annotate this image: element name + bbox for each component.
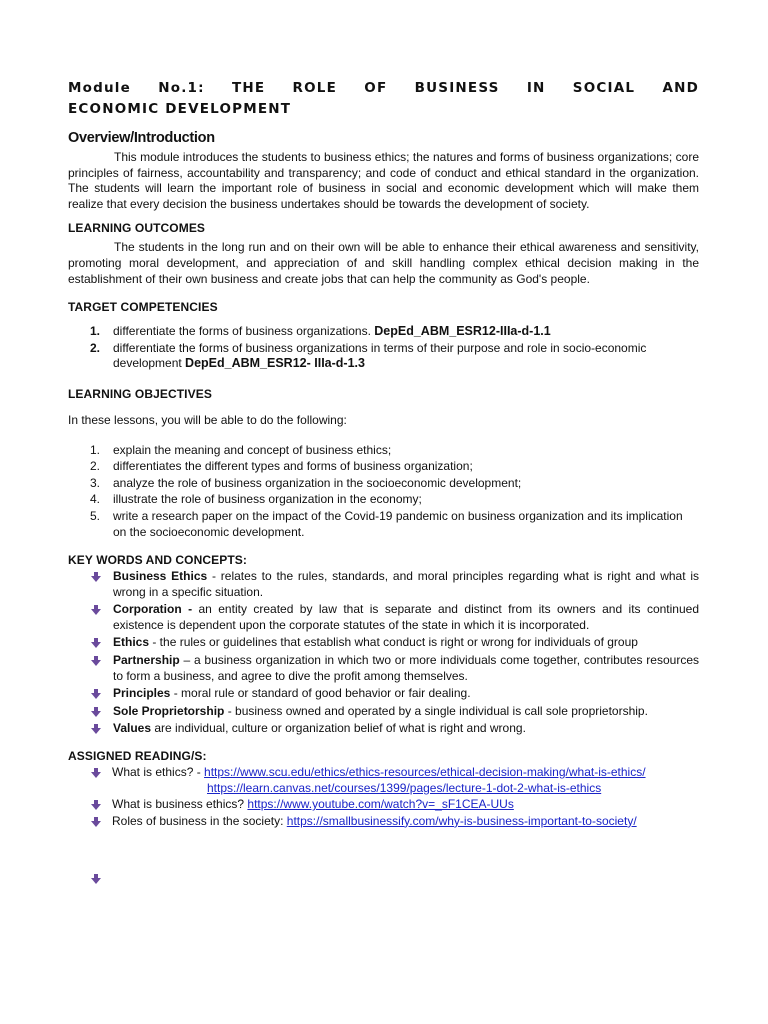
competency-item	[68, 341, 699, 372]
assigned-reading-list	[68, 765, 699, 829]
objectives-list	[68, 443, 699, 541]
reading-link-smallbusinessify[interactable]: https://smallbusinessify.com/why-is-business-important-to-society/	[286, 813, 637, 828]
key-word-definition: an entity created by law that is separate and distinct from its owners and its continued existence is dependent upon the corporate statutes of the state in which it is incorporated.	[113, 602, 699, 632]
competency-number: 1.	[90, 324, 101, 339]
key-word-definition: - relates to the rules, standards, and moral principles regarding what is right and what is wrong in a specific situation.	[113, 569, 700, 599]
reading-label: What is ethics? -	[112, 765, 205, 780]
reading-link-canvas[interactable]: https://learn.canvas.net/courses/1399/pages/lecture-1-dot-2-what-is-ethics	[207, 780, 602, 795]
objective-text: illustrate the role of business organization in the economy;	[113, 492, 422, 507]
key-word-term: Partnership	[113, 653, 180, 668]
competency-code: DepEd_ABM_ESR12- IIIa-d-1.3	[185, 356, 365, 371]
reading-link-scu[interactable]: https://www.scu.edu/ethics/ethics-resources/ethical-decision-making/what-is-ethics/	[204, 765, 646, 780]
learning-objectives-heading: LEARNING OBJECTIVES	[68, 386, 212, 401]
key-word-definition: - moral rule or standard of good behavior or fair dealing.	[170, 686, 471, 701]
module-title-line2: ECONOMIC DEVELOPMENT	[68, 101, 292, 117]
objective-text: analyze the role of business organization in the socioeconomic development;	[113, 475, 522, 490]
arrow-down-bullet-icon	[90, 874, 102, 884]
arrow-down-bullet-icon	[90, 605, 102, 615]
overview-heading: Overview/Introduction	[68, 130, 215, 146]
arrow-down-bullet-icon	[90, 572, 102, 582]
key-word-item	[68, 602, 699, 633]
objective-text: explain the meaning and concept of business ethics;	[113, 442, 392, 457]
reading-link-youtube[interactable]: https://www.youtube.com/watch?v=_sF1CEA-UUs	[247, 797, 514, 812]
target-competencies-heading: TARGET COMPETENCIES	[68, 300, 218, 315]
arrow-down-bullet-icon	[90, 800, 102, 810]
arrow-down-bullet-icon	[90, 689, 102, 699]
objective-item	[68, 443, 699, 459]
objective-number: 1.	[90, 442, 101, 457]
objective-text: write a research paper on the impact of the Covid-19 pandemic on business organization and its implication on the socioeconomic development.	[113, 508, 683, 539]
reading-label: Roles of business in the society:	[112, 813, 287, 828]
competency-item	[68, 324, 699, 340]
arrow-down-bullet-icon	[90, 768, 102, 778]
reading-item	[68, 797, 699, 813]
reading-item	[68, 765, 699, 796]
reading-label: What is business ethics?	[112, 797, 248, 812]
learning-outcomes-text: The students in the long run and on their own will be able to enhance their ethical awareness and sensitivity, promoting moral development, and appreciation of and skill handling complex ethical decision making in the establishment of their own business and create jobs that can help the community as God's people.	[68, 240, 699, 286]
objective-number: 5.	[90, 508, 101, 523]
objective-item	[68, 492, 699, 508]
key-word-item	[68, 653, 699, 684]
learning-objectives-intro: In these lessons, you will be able to do the following:	[68, 412, 347, 427]
objective-item	[68, 459, 699, 475]
objective-item	[68, 476, 699, 492]
competency-text: differentiate the forms of business organizations in terms of their purpose and role in socio-economic development	[113, 340, 647, 371]
key-word-term: Ethics	[113, 635, 150, 650]
arrow-down-bullet-icon	[90, 707, 102, 717]
learning-outcomes-heading: LEARNING OUTCOMES	[68, 221, 206, 236]
assigned-reading-heading: ASSIGNED READING/S:	[68, 749, 207, 764]
competency-text: differentiate the forms of business organizations.	[113, 324, 375, 339]
competencies-list	[68, 324, 699, 372]
key-word-term: Business Ethics	[113, 569, 208, 584]
key-word-term: Values	[113, 721, 152, 736]
overview-text: This module introduces the students to business ethics; the natures and forms of business organizations; core principles of fairness, accountability and transparency; and code of conduct and ethical standard in the organization. The students will learn the important role of business in social and economic development which will make them realize that every decision the business undertakes should be towards the development of society.	[68, 150, 699, 211]
key-words-heading: KEY WORDS AND CONCEPTS:	[68, 553, 247, 568]
key-word-item	[68, 635, 699, 651]
reading-item	[68, 814, 699, 830]
objective-number: 4.	[90, 492, 101, 507]
key-word-item	[68, 721, 699, 737]
key-word-definition: are individual, culture or organization belief of what is right and wrong.	[151, 721, 526, 736]
arrow-down-bullet-icon	[90, 656, 102, 666]
competency-number: 2.	[90, 340, 101, 355]
competency-code: DepEd_ABM_ESR12-IIIa-d-1.1	[374, 324, 551, 339]
arrow-down-bullet-icon	[90, 817, 102, 827]
key-word-term: Principles	[113, 686, 171, 701]
arrow-down-bullet-icon	[90, 724, 102, 734]
key-word-item	[68, 686, 699, 702]
objective-number: 2.	[90, 459, 101, 474]
key-words-list	[68, 569, 699, 737]
objective-number: 3.	[90, 475, 101, 490]
key-word-item	[68, 704, 699, 720]
key-word-term: Corporation -	[113, 602, 193, 617]
key-word-definition: - the rules or guidelines that establish what conduct is right or wrong for individuals of group	[149, 635, 638, 650]
objective-text: differentiates the different types and forms of business organization;	[113, 459, 473, 474]
module-title-line1: Module No.1: THE ROLE OF BUSINESS IN SOCIAL AND	[68, 80, 699, 96]
key-word-term: Sole Proprietorship	[113, 703, 225, 718]
objective-item	[68, 509, 699, 540]
key-word-definition: - business owned and operated by a single individual is call sole proprietorship.	[224, 703, 648, 718]
key-word-item	[68, 569, 699, 600]
key-word-definition: – a business organization in which two or more individuals come together, contributes resources to form a business, and agree to dive the profit among themselves.	[113, 653, 699, 683]
document-page	[68, 78, 699, 830]
arrow-down-bullet-icon	[90, 638, 102, 648]
